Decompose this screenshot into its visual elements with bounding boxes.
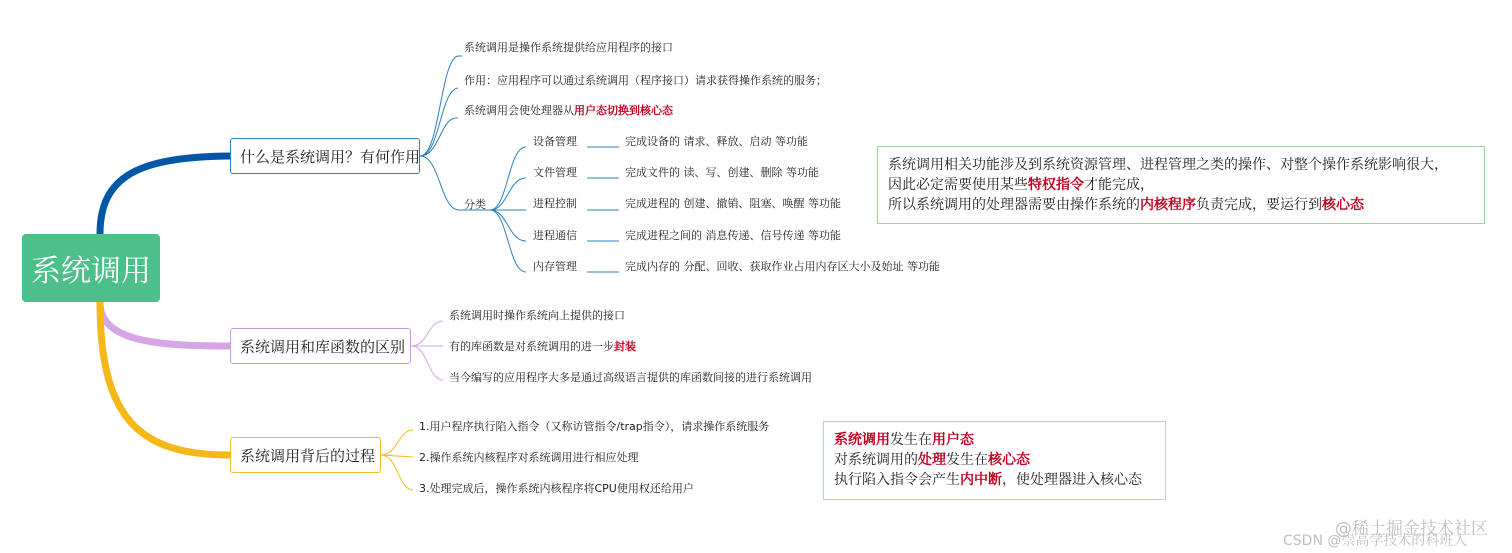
leaf-classify: 分类 xyxy=(464,198,486,211)
leaf-interface: 系统调用时操作系统向上提供的接口 xyxy=(449,309,625,322)
leaf-purpose: 作用：应用程序可以通过系统调用（程序接口）请求获得操作系统的服务； xyxy=(464,74,827,87)
category-desc: 完成内存的 分配、回收、获取作业占用内存区大小及始址 等功能 xyxy=(625,260,940,273)
leaf-encapsulation: 有的库函数是对系统调用的进一步封装 xyxy=(449,340,636,353)
note1-line1: 系统调用相关功能涉及到系统资源管理、进程管理之类的操作、对整个操作系统影响很大， xyxy=(888,157,1448,173)
leaf-mode-switch xyxy=(464,104,673,118)
category-desc: 完成进程的 创建、撤销、阻塞、唤醒 等功能 xyxy=(625,197,841,210)
leaf-step-1: 1.用户程序执行陷入指令（又称访管指令/trap指令），请求操作系统服务 xyxy=(419,420,770,433)
category-name: 进程通信 xyxy=(533,229,577,242)
branch-label: 系统调用和库函数的区别 xyxy=(240,337,406,356)
branch-process-behind[interactable] xyxy=(230,437,381,473)
watermark-csdn: CSDN @崇高学技术的科班人 xyxy=(1283,533,1468,549)
mode-switch-highlight: 用户态切换到核心态 xyxy=(574,104,673,117)
note2-line3: 执行陷入指令会产生内中断，使处理器进入核心态 xyxy=(834,472,1142,488)
branch-what-is-syscall[interactable] xyxy=(230,138,420,174)
note-privileged-instructions xyxy=(877,146,1485,224)
category-name: 内存管理 xyxy=(533,260,577,273)
note2-line1: 系统调用发生在用户态 xyxy=(834,432,974,448)
leaf-indirect-call: 当今编写的应用程序大多是通过高级语言提供的库函数间接的进行系统调用 xyxy=(449,371,812,384)
branch-label: 系统调用背后的过程 xyxy=(240,446,376,465)
note2-line2: 对系统调用的处理发生在核心态 xyxy=(834,452,1030,468)
branch-label: 什么是系统调用？有何作用 xyxy=(240,147,421,166)
category-name: 进程控制 xyxy=(533,197,577,210)
note1-line2: 因此必定需要使用某些特权指令才能完成， xyxy=(888,177,1154,193)
leaf-step-2: 2.操作系统内核程序对系统调用进行相应处理 xyxy=(419,451,639,464)
category-desc: 完成文件的 读、写、创建、删除 等功能 xyxy=(625,166,819,179)
category-desc: 完成设备的 请求、释放、启动 等功能 xyxy=(625,135,808,148)
note1-line3: 所以系统调用的处理器需要由操作系统的内核程序负责完成，要运行到核心态 xyxy=(888,197,1364,213)
category-name: 文件管理 xyxy=(533,166,577,179)
category-name: 设备管理 xyxy=(533,135,577,148)
root-label: 系统调用 xyxy=(31,254,151,289)
category-desc: 完成进程之间的 消息传递、信号传递 等功能 xyxy=(625,229,841,242)
note-user-kernel-mode xyxy=(823,421,1166,500)
leaf-definition: 系统调用是操作系统提供给应用程序的接口 xyxy=(464,41,673,54)
root-node[interactable] xyxy=(22,234,160,302)
watermark-juejin: @稀土掘金技术社区 xyxy=(1335,519,1488,539)
leaf-step-3: 3.处理完成后，操作系统内核程序将CPU使用权还给用户 xyxy=(419,482,694,495)
mode-switch-prefix: 系统调用会使处理器从 xyxy=(464,104,574,117)
branch-syscall-vs-library[interactable] xyxy=(230,328,411,364)
